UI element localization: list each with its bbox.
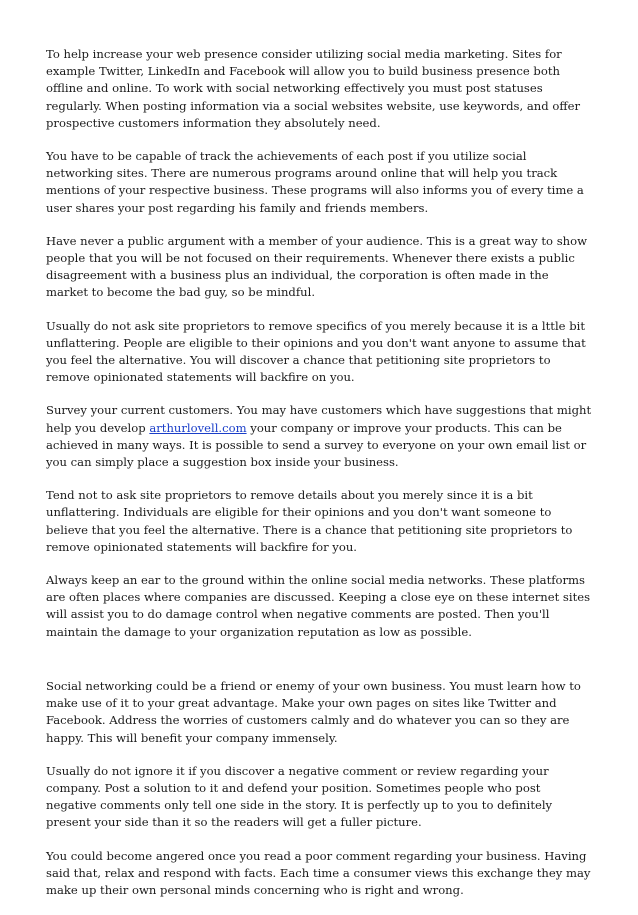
arthurlovell-link[interactable]: arthurlovell.com <box>149 420 247 435</box>
paragraph-angered: You could become angered once you read a poor comment regarding your business. Having said that, relax and respond with facts. Each time a consumer views this exchange they may make up their own personal minds concerning who is right and wrong. <box>46 848 591 897</box>
paragraph-site-proprietors: Usually do not ask site proprietors to remove specifics of you merely because it is a lttle bit unflattering. People are eligible to their opinions and you don't want anyone to assume that you feel the alternative. You will discover a chance that petitioning site proprietors to remove opinionated statements will backfire on you. <box>46 318 586 385</box>
paragraph-negative-comment: Usually do not ignore it if you discover a negative comment or review regarding your company. Post a solution to it and defend your position. Sometimes people who post negative comments only tell one side in the story. It is perfectly up to you to definitely present your side than it so the readers will get a fuller picture. <box>46 763 553 830</box>
paragraph-remove-details: Tend not to ask site proprietors to remove details about you merely since it is a bit unflattering. Individuals are eligible for their opinions and you don't want someone to believe that you feel the alternative. There is a chance that petitioning site proprietors to remove opinionated statements will backfire for you. <box>46 488 573 554</box>
paragraph-track-achievements: You have to be capable of track the achievements of each post if you utilize social networking sites. There are numerous programs around online that will help you track mentions of your respective business. These programs will also informs you of every time a user shares your post regarding his family and friends members. <box>46 149 584 215</box>
paragraph-text: Survey your current customers. You may have customers which have suggestions that might help you develop <box>46 403 592 435</box>
paragraph-text: your company or improve your products. This can be achieved in many ways. It is possible to send a survey to everyone on your own email list or you can simply place a suggestion box inside your business. <box>46 420 587 470</box>
paragraph-friend-or-enemy: Social networking could be a friend or enemy of your own business. You must learn how to make use of it to your great advantage. Make your own pages on sites like Twitter and Facebook. Address the worries of customers calmly and do whatever you can so they are happy. This will benefit your company immensely. <box>46 678 581 745</box>
paragraph-public-argument: Have never a public argument with a member of your audience. This is a great way to show people that you will be not focused on their requirements. Whenever there exists a public disagreement with a business plus an individual, the corporation is often made in the market to become the bad guy, so be mindful. <box>46 233 588 300</box>
paragraph-ear-to-ground: Always keep an ear to the ground within the online social media networks. These platforms are often places where companies are discussed. Keeping a close eye on these internet sites will assist you to do damage control when negative comments are posted. Then you'll maintain the damage to your organization reputation as low as possible. <box>46 573 591 639</box>
paragraph-spacer <box>46 657 594 678</box>
paragraph-social-media-marketing: To help increase your web presence consider utilizing social media marketing. Sites for example Twitter, LinkedIn and Facebook will allow you to build business presence both offline and online. To work with social networking effectively you must post statuses regularly. When posting information via a social websites website, use keywords, and offer prospective customers information they absolutely need. <box>46 47 580 130</box>
paragraph-survey-customers <box>46 402 594 471</box>
document-page <box>46 46 594 915</box>
